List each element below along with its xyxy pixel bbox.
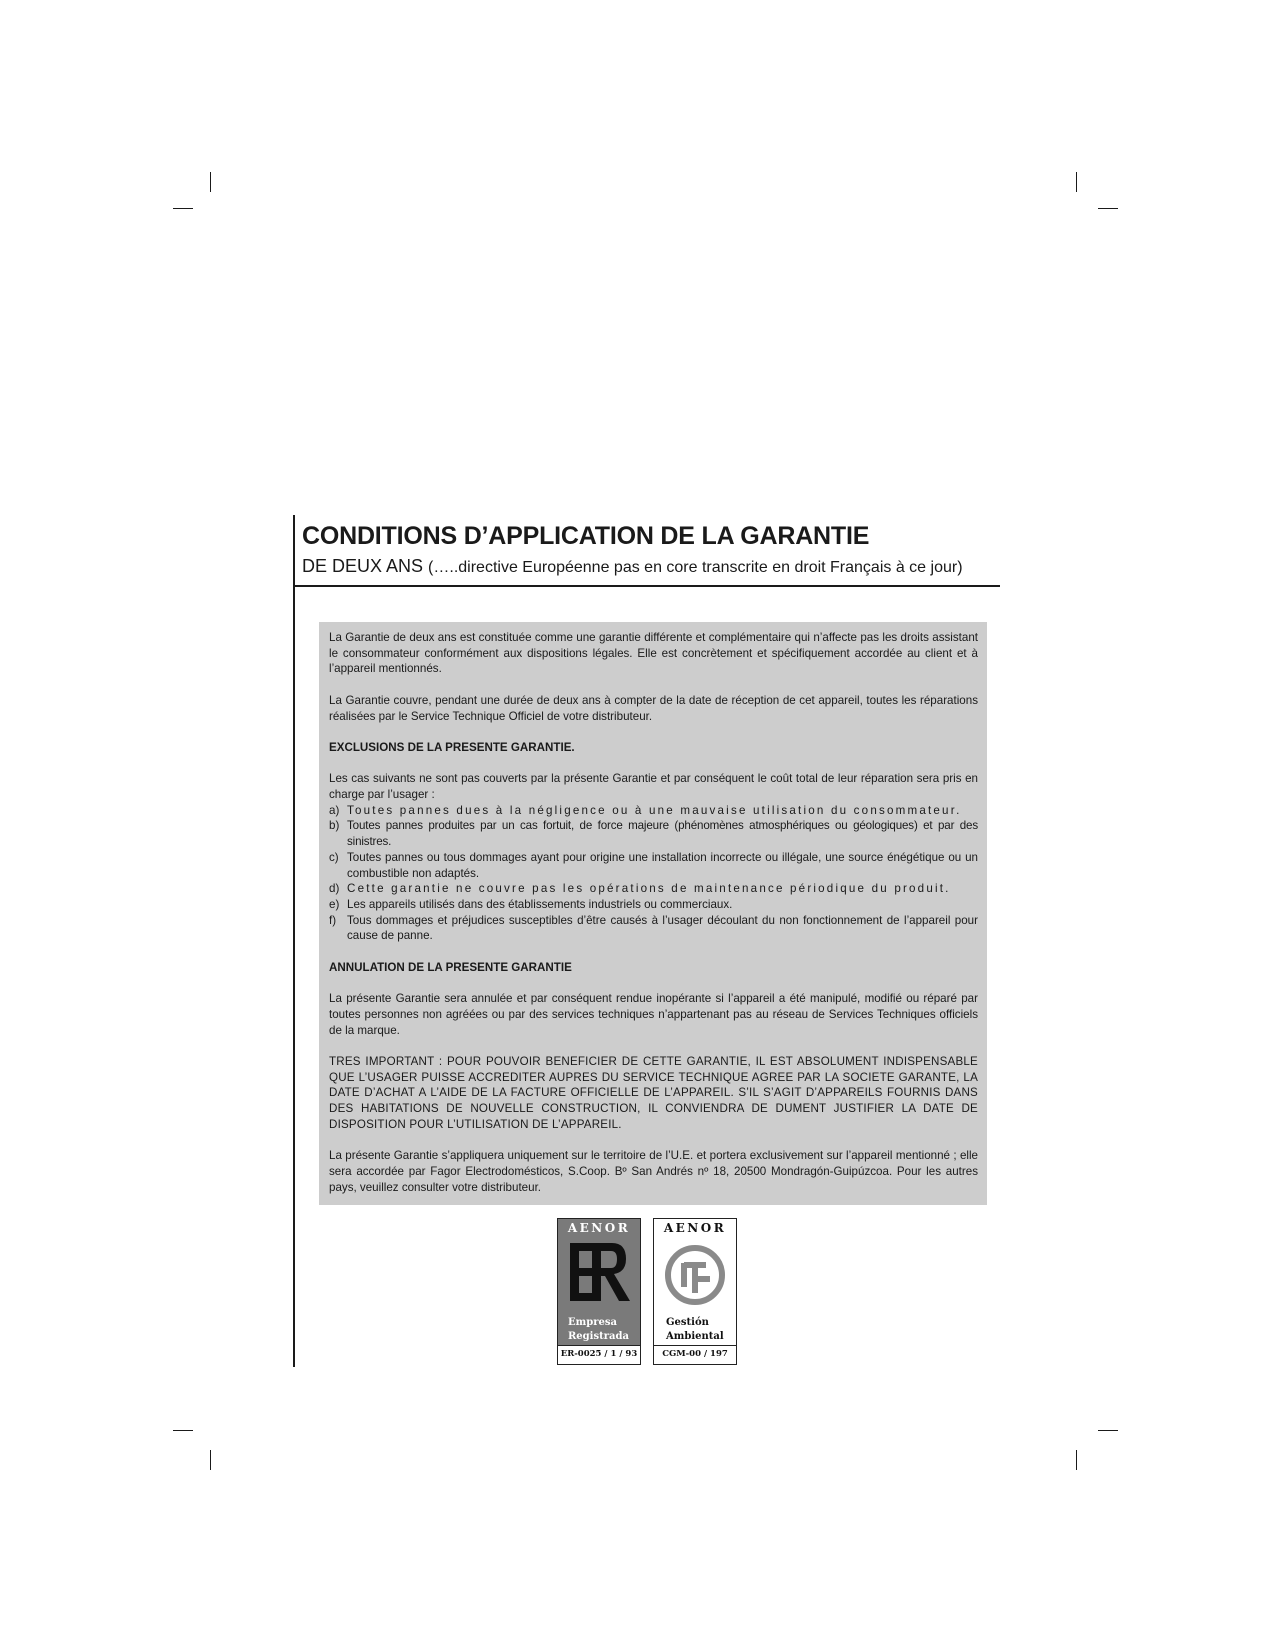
- list-item: [329, 850, 978, 881]
- title-rule: [293, 585, 1000, 587]
- territory-paragraph: La présente Garantie s’appliquera uniquement sur le territoire de l’U.E. et portera exclusivement sur l’appareil mentionné ; elle sera accordée par Fagor Electrodomésticos, S.Coop. Bº San Andrés nº 18, 20500 Mondragón-Guipúzcoa. Pour les autres pays, veuillez consulter votre distributeur.: [329, 1149, 978, 1194]
- subtitle-main: DE DEUX ANS: [302, 556, 429, 576]
- aenor-er-seal: [557, 1218, 641, 1365]
- crop-mark: [210, 172, 211, 192]
- seal-caption-line1: Empresa: [568, 1317, 617, 1328]
- list-key: a): [329, 803, 340, 817]
- list-item: [329, 897, 978, 913]
- intro-paragraph: La Garantie de deux ans est constituée comme une garantie différente et complémentaire qui n’affecte pas les droits assistant le consommateur conformément aux dispositions légales. Elle est concrètement et spécifiquement accordée au client et à l’appareil mentionnés.: [329, 631, 978, 676]
- crop-mark: [1076, 172, 1077, 192]
- list-key: e): [329, 897, 340, 911]
- list-key: f): [329, 913, 337, 927]
- exclusions-list: [329, 803, 978, 944]
- seal-code: CGM-00 / 197: [654, 1345, 736, 1364]
- coverage-paragraph: La Garantie couvre, pendant une durée de deux ans à compter de la date de réception de cet appareil, toutes les réparations réalisées par le Service Technique Officiel de votre distributeur.: [329, 693, 978, 723]
- list-text: Toutes pannes ou tous dommages ayant pour origine une installation incorrecte ou illégale, une source énégétique ou un combustible non adaptés.: [347, 850, 978, 880]
- list-item: [329, 913, 978, 944]
- seal-caption-line1: Gestión: [666, 1317, 709, 1328]
- aenor-gm-seal: [653, 1218, 737, 1365]
- exclusions-heading: EXCLUSIONS DE LA PRESENTE GARANTIE.: [329, 740, 575, 754]
- warranty-panel: [319, 622, 987, 1205]
- list-item: [329, 881, 978, 897]
- annulation-heading: ANNULATION DE LA PRESENTE GARANTIE: [329, 960, 572, 974]
- seal-brand: AENOR: [567, 1221, 631, 1235]
- crop-mark: [1098, 208, 1118, 209]
- exclusions-intro: Les cas suivants ne sont pas couverts par la présente Garantie et par conséquent le coût total de leur réparation sera pris en charge par l’usager :: [329, 772, 978, 801]
- seal-code: ER-0025 / 1 / 93: [558, 1345, 640, 1364]
- crop-mark: [1098, 1430, 1118, 1431]
- list-key: d): [329, 882, 340, 896]
- list-key: b): [329, 819, 340, 833]
- list-key: c): [329, 850, 339, 864]
- list-text: Toutes pannes dues à la négligence ou à une mauvaise utilisation du consommateur.: [347, 803, 962, 817]
- seal-caption-line2: Ambiental: [666, 1331, 724, 1342]
- list-text: Tous dommages et préjudices susceptibles d’être causés à l’usager découlant du non fonctionnement de l’appareil pour cause de panne.: [347, 913, 978, 943]
- page-subtitle: [302, 556, 963, 577]
- left-rule: [293, 515, 295, 1367]
- page-title: CONDITIONS D’APPLICATION DE LA GARANTIE: [302, 522, 870, 550]
- list-item: [329, 818, 978, 849]
- list-text: Toutes pannes produites par un cas fortuit, de force majeure (phénomènes atmosphériques ou géologiques) et par des sinistres.: [347, 819, 978, 849]
- list-text: Cette garantie ne couvre pas les opérations de maintenance périodique du produit.: [347, 882, 951, 896]
- annulation-paragraph: La présente Garantie sera annulée et par conséquent rendue inopérante si l’appareil a été manipulé, modifié ou réparé par toutes personnes non agréées ou par des services techniques n’appartenant pas au réseau de Services Techniques officiels de la marque.: [329, 992, 978, 1037]
- crop-mark: [173, 1430, 193, 1431]
- gestion-ambiental-logo-icon: [654, 1241, 735, 1311]
- subtitle-note: (…..directive Européenne pas en core transcrite en droit Français à ce jour): [428, 559, 963, 576]
- list-text: Les appareils utilisés dans des établissements industriels ou commerciaux.: [347, 897, 733, 911]
- seal-caption-line2: Registrada: [568, 1331, 629, 1342]
- list-item: [329, 803, 978, 819]
- important-paragraph: TRES IMPORTANT : POUR POUVOIR BENEFICIER DE CETTE GARANTIE, IL EST ABSOLUMENT INDISPENSABLE QUE L’USAGER PUISSE ACCREDITER AUPRES DU SERVICE TECHNIQUE AGREE PAR LA SOCIETE GARANTE, LA DATE D’ACHAT A L’AIDE DE LA FACTURE OFFICIELLE DE L’APPAREIL. S’IL S’AGIT D’APPAREILS FOURNIS DANS DES HABITATIONS DE NOUVELLE CONSTRUCTION, IL CONVIENDRA DE DUMENT JUSTIFIER LA DATE DE DISPOSITION POUR L’UTILISATION DE L’APPAREIL.: [329, 1054, 978, 1131]
- seal-brand: AENOR: [663, 1221, 727, 1235]
- crop-mark: [1076, 1450, 1077, 1470]
- crop-mark: [210, 1450, 211, 1470]
- er-logo-icon: [558, 1241, 639, 1313]
- crop-mark: [173, 208, 193, 209]
